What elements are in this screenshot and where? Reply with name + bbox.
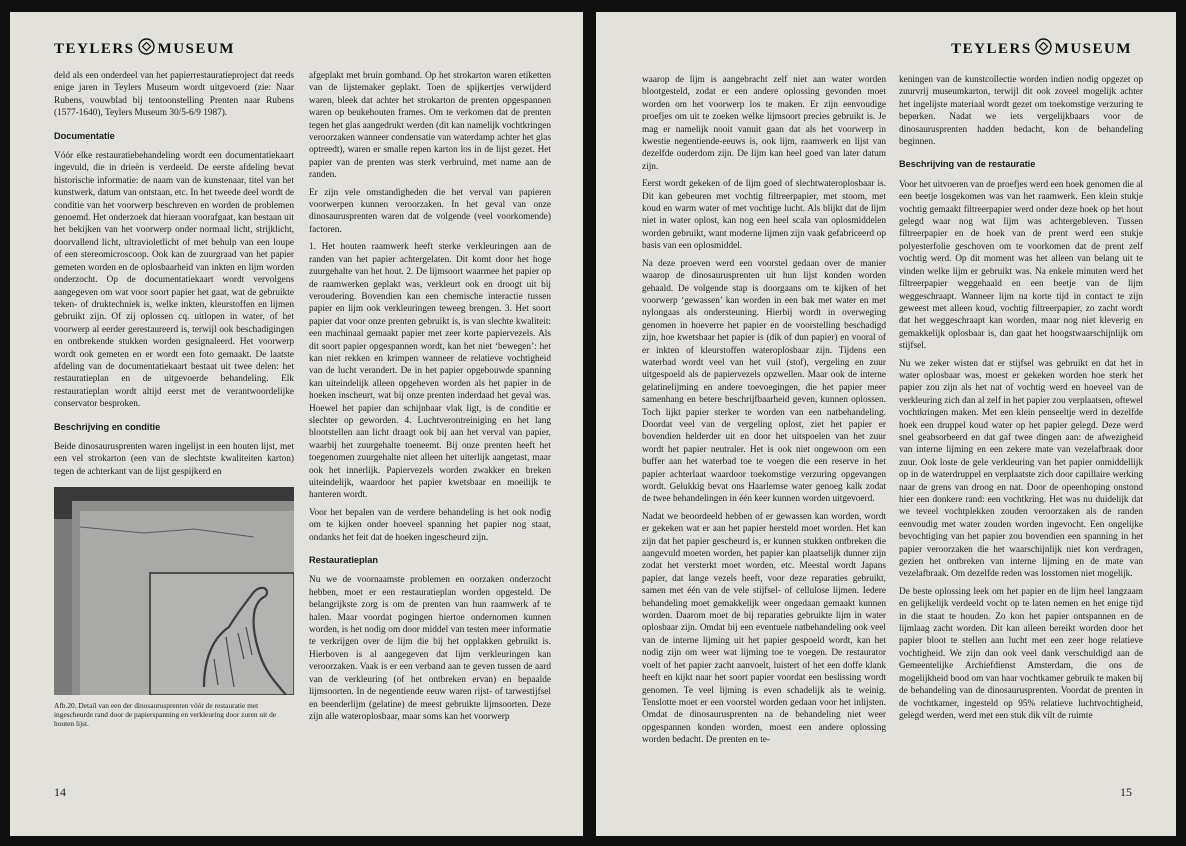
paragraph: Nu we zeker wisten dat er stijfsel was gebruikt en dat het in water oplosbaar was, moest er gekeken worden hoe sterk het papier zou zijn als het nat of vochtig werd en hoeveel van de verkleuring zich dan al zelf in het papier zou verplaatsen, oftewel vochtkringen maken. Met een klein penseeltje werd in dezelfde hoek een druppel koud water op het papier gelegd. Deze werd snel geabsorbeerd en dat gaf twee dingen aan: de afwezigheid van interne lijming en een zekere mate van vezelafbraak door zuur. Ook loste de gele verkleuring van het papier onmiddellijk op in de waterdruppel en verplaatste zich door capillaire werking naar de grens van droog en nat. Door de opeenhoping onstond hier een donkere rand: een vochtkring. Het was nu duidelijk dat we teveel vochtplekken zouden veroorzaken als de randen eenvoudig met water zouden worden ingevocht. Een ongelijke bevochtiging van het papier zou bovendien een spanning in het papier veroorzaken die het waarschijnlijk niet kon verdragen, gezien het ontbreken van interne lijming en de mate van vezelafbraak. Om dezelfde reden was losstomen niet mogelijk.	[899, 358, 1143, 580]
right-column-1	[642, 74, 886, 752]
left-column-2	[309, 70, 551, 728]
paragraph: Er zijn vele omstandigheden die het verval van papieren voorwerpen kunnen veroorzaken. In het geval van onze dinosaurusprenten waren dat de volgende (veel voorkomende) factoren.	[309, 187, 551, 235]
logo-text-right: MUSEUM	[157, 40, 235, 57]
paragraph: Eerst wordt gekeken of de lijm goed of slechtwateroplosbaar is. Dit kan gebeuren met vochtig filtreerpapier, met stoom, met koud en warm water of met vochtige lucht. Als blijkt dat de lijm niet in water oplost, kan nog een heel scala van oplosmiddelen worden gebruikt, want moderne lijmen zijn vaak gefabriceerd op basis van een oplosmiddel.	[642, 179, 886, 252]
page-number-right: 15	[1120, 785, 1132, 799]
paragraph: Na deze proeven werd een voorstel gedaan over de manier waarop de dinosaurusprenten uit hun lijst konden worden gehaald. De volgende stap is doorgaans om te kijken of het voorwerp ‘gewassen’ kan worden in een bak met water en met nylongaas als ondersteuning. Hierbij wordt in overweging genomen in hoeverre het papier en de voorstelling beschadigd zijn, hoe kwetsbaar het papier is (dik of dun papier) en vooral of er inkten of kleurstoffen wateroplosbaar zijn. Tijdens een waterbad wordt veel van het vuil (stof), vergeling en zuur uitgespoeld als de papiervezels opzwellen. Maar ook de interne gelatinelijming en andere toevoegingen, die het papier meer samenhang en betere beschrijfbaarheid geven, kunnen oplossen. Toch lijkt papier sterker te worden van een natbehandeling. Doordat veel van de vergeling oplost, ziet het papier er bovendien helderder uit en door het uitspoelen van het zuur wordt het papier neutraler. Het is ook niet ongewoon om een buffer aan het waterbad toe te voegen die een reserve in het papier achterlaat waardoor toekomstige verzuring opgevangen wordt. Gelukkig bevat ons Haarlemse water genoeg kalk zodat de twee behandelingen in één keer kunnen worden uitgevoerd.	[642, 258, 886, 505]
left-page	[10, 12, 583, 836]
heading-documentatie: Documentatie	[54, 130, 115, 141]
paragraph: Voor het bepalen van de verdere behandeling is het ook nodig om te kijken onder hoeveel spanning het papier nog staat, ondanks het feit dat de hoeken ingescheurd zijn.	[309, 507, 551, 543]
paragraph: Vóór elke restauratiebehandeling wordt een documentatiekaart ingevuld, die in drieën is verdeeld. De eerste afdeling bevat historische informatie: de naam van de kunstenaar, titel van het kunstwerk, datum van ontstaan, etc. In het tweede deel wordt de conditie van het voorwerp beschreven en worden de problemen genoemd. Het onderzoek dat hieraan voorafgaat, kan bestaan uit het bekijken van het voorwerp onder normaal licht, strijklicht, doorvallend licht, ultravioletlicht of met behulp van een loupe of een stereomicroscoop. Ook kan de zuurgraad van het papier gemeten worden en de oplosbaarheid van inkten en lijm worden onderzocht. Op de documentatiekaart wordt vervolgens aangegeven om wat voor soort papier het gaat, wat de gebruikte teken- of druktechniek is, welke inkten, kleurstoffen en lijmen gebruikt zijn. Of zij oplossen cq. uitlopen in water, of het voorwerp al eerder gerestaureerd is, terwijl ook beschadigingen en ontbrekende stukken worden gesignaleerd. Het voorwerp wordt ook gemeten en er wordt een foto gemaakt. De laatste afdeling van de documentatiekaart bestaat uit twee delen: het restauratieplan en de uitgevoerde behandeling. Elk restauratieplan wordt altijd eerst met de verantwoordelijke conservator besproken.	[54, 151, 294, 410]
heading-beschrijving-conditie: Beschrijving en conditie	[54, 421, 161, 432]
museum-logo	[54, 38, 235, 60]
right-page	[596, 12, 1176, 836]
paragraph: keningen van de kunstcollectie worden indien nodig opgezet op zuurvrij museumkarton, terwijl dit ook zoveel mogelijk achter het ingelijste materiaal wordt gezet om toekomstige verzuring te beperken. Nadat we iets vergelijkbaars voor de dinosaurusprenten hadden bedacht, kon de behandeling beginnen.	[899, 75, 1143, 148]
right-column-2	[899, 74, 1143, 727]
logo-text-left: TEYLERS	[951, 40, 1032, 57]
logo-emblem-icon	[138, 38, 155, 60]
heading-restauratieplan: Restauratieplan	[309, 555, 378, 566]
paragraph: afgeplakt met bruin gomband. Op het strokarton waren etiketten van de lijstemaker geplakt. Toen de spijkertjes verwijderd waren, bleek dat achter het strokarton de prenten opgespannen waren op beukehouten frames. Om te verkomen dat de prenten tegen het glas aangedrukt werden (dit kan namelijk vochtkringen veroorzaken wanneer condensatie van waterdamp achter het glas optreedt), waren er smalle repen karton los in de lijst gezet. Het papier van de prenten was sterk verbruind, met name aan de randen.	[309, 71, 551, 181]
left-column-1	[54, 70, 294, 728]
paragraph: Beide dinosaurusprenten waren ingelijst in een houten lijst, met een vel strokarton (een van de slechtste kwaliteiten karton) tegen de achterkant van de lijst gespijkerd en	[54, 441, 294, 477]
logo-text-right: MUSEUM	[1054, 40, 1132, 57]
logo-emblem-icon	[1035, 38, 1052, 60]
paragraph: 1. Het houten raamwerk heeft sterke verkleuringen aan de randen van het papier achtergelaten. Dit komt door het hoge zuurgehalte van het hout. 2. De lijmsoort waarmee het papier op de raamwerken geplakt was, verkleurt ook en droogt uit bij veroudering. Bovendien kan een chemische interactie tussen papier en lijm ook verkleuringen teweeg brengen. 3. Het soort papier dat voor onze prenten gebruikt is, is van slechte kwaliteit: een machinaal gemaakt papier met zeer korte papiervezels. Als dit soort papier opgespannen wordt, kan het niet ‘bewegen’: het kan niet rekken en krimpen wanneer de relatieve vochtigheid van de lucht verandert. De in het papier opgebouwde spanning kan uiteindelijk alleen opgeheven worden als het papier in de hoeken inscheurt, wat bij onze prenten inderdaad het geval was. Hoewel het papier dan schijnbaar vlak ligt, is de conditie er slechter op geworden. 4. Luchtverontreiniging en het lang blootstellen aan licht draagt ook bij aan het verval van papier, waarbij het zuurgehalte toeneemt. Bij onze prenten heeft het toegenomen zuurgehalte niet alleen het uiterlijk aangetast, maar ook het innerlijk. Papiervezels worden zwakker en breken uiteindelijk, waardoor het papier kwetsbaar en moeilijk te hanteren wordt.	[309, 242, 551, 501]
museum-logo	[951, 38, 1132, 60]
logo-text-left: TEYLERS	[54, 40, 135, 57]
dinosaur-print-photo	[54, 487, 294, 695]
paragraph: De beste oplossing leek om het papier en de lijm heel langzaam en gelijkelijk verdeeld vocht op te laten nemen en het enige tijd in die staat te houden. Zo kon het papier ontspannen en de lijmlaag zacht worden. Dit kan alleen bereikt worden door het papier bloot te stellen aan lucht met een zeer hoge relatieve vochtigheid. We zijn dan ook veel dank verschuldigd aan de Gemeentelijke Archiefdienst Amsterdam, die ons de mogelijkheid bood om van haar vochtkamer gebruik te maken bij de behandeling van de dinosaurusprenten. Voordat de prenten in de vochtkamer, ingesteld op 95% relatieve luchtvochtigheid, gelegd werden, werd met een stuk dik vilt de ruimte	[899, 586, 1143, 721]
paragraph: Nadat we beoordeeld hebben of er gewassen kan worden, wordt er gekeken wat er aan het papier hersteld moet worden. Het kan zijn dat het papier gescheurd is, er kunnen stukken ontbreken die aangevuld moeten worden, het papier kan plaatselijk dunner zijn zodat het versterkt moet worden, etc. Meestal wordt Japans papier, dat lange vezels heeft, voor deze reparaties gebruikt, samen met één van de vele stijfsel- of cellulose lijmen. Iedere behandeling moet gemakkelijk weer ongedaan gemaakt kunnen worden. Daarom moet de bij reparaties gebruikte lijm in water oplosbaar zijn. Omdat bij een eventuele natbehandeling ook veel van de interne lijming uit het papier gespoeld wordt, kan het nodig zijn om weer wat lijming toe te voegen. De restaurator voelt of het papier zacht aanvoelt, luistert of het een doffe klank heeft en kijkt naar het soort papier voordat een beslissing wordt genomen. Te veel lijming is even schadelijk als te weinig. Tenslotte moet er een voorstel worden gedaan voor het inlijsten. Omdat de dinosaurusprenten na de behandeling niet weer opgespannen konden worden, moest een andere oplossing worden bedacht. De prenten en te-	[642, 511, 886, 746]
intro-paragraph: deld als een onderdeel van het papierrestauratieproject dat reeds enige jaren in Teylers Museum wordt uitgevoerd (zie: Naar Rubens, vouwblad bij tentoonstelling Prenten naar Rubens (1577-1640), Teylers Museum 30/5-6/9 1987).	[54, 71, 294, 119]
heading-beschrijving-restauratie: Beschrijving van de restauratie	[899, 159, 1036, 170]
figure-caption: Afb.20. Detail van een der dinosaurusprenten vóór de restauratie met ingescheurde rand door de papierspanning en verkleuring door zuren uit de houten lijst.	[54, 701, 277, 729]
paragraph: waarop de lijm is aangebracht zelf niet aan water worden blootgesteld, zodat er een andere oplossing gevonden moet worden om het voorwerp los te maken. Er zijn eenvoudige proefjes om uit te zoeken welke lijmsoort precies gebruikt is. Je mag er namelijk nooit vanuit gaan dat als het voorwerp in kwestie negentiende-eeuws is, ook lijm, raamwerk en lijst van dezelfde ouderdom zijn. De lijm kan heel goed van later datum zijn.	[642, 75, 886, 172]
paragraph: Nu we de voornaamste problemen en oorzaken onderzocht hebben, moet er een restauratieplan worden opgesteld. De belangrijkste zorg is om de prenten van hun raamwerk af te halen. Maar voordat pogingen hiertoe ondernomen kunnen worden, is het nodig om door middel van testen meer informatie te verkrijgen over de lijm die bij het opplakken gebruikt is. Hierboven is al aangegeven dat lijm verkleuringen kan veroorzaken. Vaak is er een verband aan te geven tussen de aard van de verkleuring (of het ontbreken ervan) en bepaalde lijmsoorten. In de negentiende eeuw waren rijst- of tarwestijfsel en beenderlijm (gelatine) de meest gebruikte lijmsoorten. Deze zijn alle wateroplosbaar, maar soms kan het voorwerp	[309, 575, 551, 722]
paragraph: Voor het uitvoeren van de proefjes werd een hoek genomen die al een beetje losgekomen was van het raamwerk. Een klein stukje vochtig gemaakt filtreerpapier werd onder deze hoek op het hout gelegd waar nog wat lijm was achtergebleven. Tussen filtreerpapier en de hoek van de prent werd een stukje polyesterfolie geschoven om te voorkomen dat de prent zelf vochtig werd. Op dit moment was het alleen van belang uit te vinden welke lijm er gebruikt was. Na enkele minuten werd het filtreerpapier weggehaald en een beetje van de lijm weggeschraapt. Wanneer lijm na korte tijd in contact te zijn geweest met alleen koud, vochtig filtreerpapier, zo zacht wordt dat het weggeschraapt kan worden, maar nog niet kleverig en gemakkelijk oplosbaar is, dan gaat het hoogstwaarschijnlijk om stijfsel.	[899, 179, 1143, 352]
page-number-left: 14	[54, 785, 66, 799]
